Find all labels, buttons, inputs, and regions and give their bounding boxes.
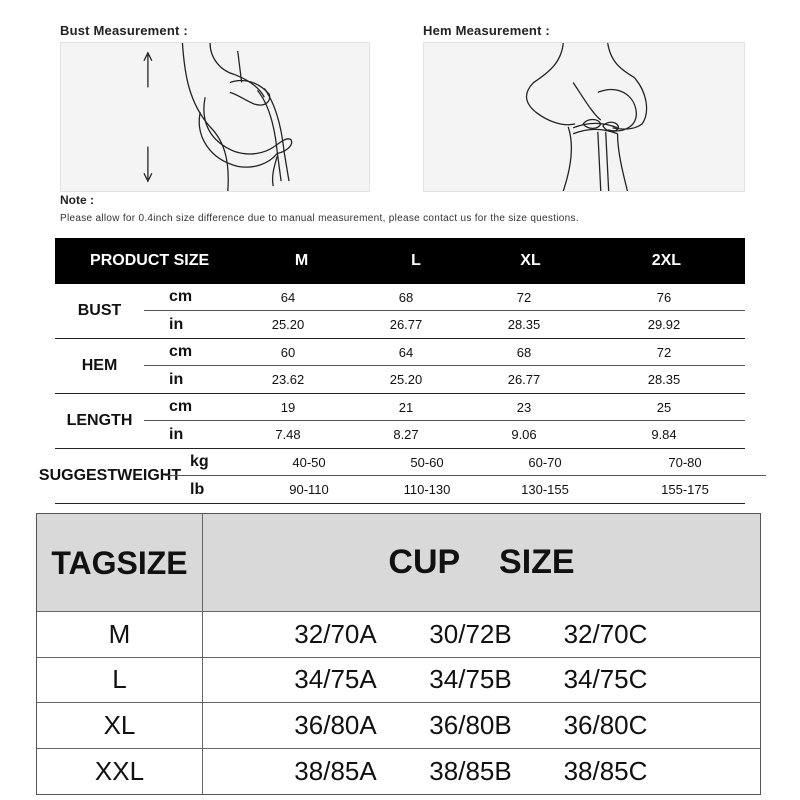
table-cell: 19 <box>280 399 296 415</box>
table-row <box>144 311 745 338</box>
table-cell: 9.84 <box>651 427 677 442</box>
table-cell: 76 <box>656 289 672 305</box>
size-header-m: M <box>294 252 309 269</box>
table-row <box>144 339 745 366</box>
hem-measurement-illustration <box>423 42 745 192</box>
product-size-header: PRODUCT SIZE <box>90 252 210 269</box>
table-row <box>165 449 766 476</box>
table-row <box>144 366 745 393</box>
table-cell: 64 <box>280 289 296 305</box>
size-header-l: L <box>411 252 421 269</box>
table-row <box>165 476 766 503</box>
tag-size-cell: M <box>37 612 203 657</box>
cup-size-cell: 36/80A <box>294 709 377 740</box>
table-cell: 72 <box>516 289 532 305</box>
tag-size-header-line1: TAG <box>51 544 117 581</box>
suggest-weight-label <box>38 449 182 503</box>
unit-label: in <box>169 315 184 333</box>
table-cell: 68 <box>398 289 414 305</box>
table-cell: 7.48 <box>275 427 301 442</box>
table-row <box>37 612 760 658</box>
unit-label: cm <box>169 398 193 415</box>
cup-size-cell: 38/85C <box>563 755 648 786</box>
table-cell: 110-130 <box>403 482 451 497</box>
hem-figure-drawing <box>424 43 744 191</box>
cup-size-cell: 32/70A <box>294 618 377 649</box>
cup-size-cell: 34/75A <box>294 664 377 695</box>
table-cell: 72 <box>656 344 672 360</box>
table-cell: 23.62 <box>271 372 305 387</box>
table-cell: 25.20 <box>271 317 305 332</box>
cup-size-cell: 38/85A <box>294 755 377 786</box>
tag-size-cell: XXL <box>37 749 203 795</box>
table-cell: 26.77 <box>507 372 541 387</box>
unit-label: kg <box>190 453 209 470</box>
tag-size-header-line2: SIZE <box>116 544 188 581</box>
table-row <box>144 421 745 448</box>
table-cell: 68 <box>516 344 532 360</box>
table-cell: 21 <box>398 399 414 415</box>
table-row <box>37 658 760 704</box>
table-row <box>144 394 745 421</box>
unit-label: lb <box>190 480 205 498</box>
size-header-xl: XL <box>520 252 541 269</box>
table-cell: 8.27 <box>393 427 419 442</box>
size-table-header <box>55 238 745 284</box>
table-cell: 23 <box>516 399 532 415</box>
table-cell: 70-80 <box>668 454 702 470</box>
table-row <box>144 284 745 311</box>
table-cell: 26.77 <box>389 317 423 332</box>
table-cell: 9.06 <box>511 427 537 442</box>
cup-size-cell: 32/70C <box>563 618 648 649</box>
cup-size-header: CUP SIZE <box>388 543 575 581</box>
tag-size-cell: XL <box>37 703 203 748</box>
hem-label: HEM <box>81 357 118 374</box>
table-cell: 29.92 <box>647 317 681 332</box>
note-title: Note : <box>60 193 94 207</box>
cup-size-cell: 34/75B <box>429 664 512 695</box>
bust-measurement-caption: Bust Measurement : <box>60 23 188 38</box>
cup-size-table <box>36 513 761 795</box>
suggest-weight-label-line2: WEIGHT <box>117 467 182 484</box>
unit-label: cm <box>169 288 193 305</box>
product-size-table <box>38 238 745 504</box>
unit-label: cm <box>169 343 193 360</box>
bust-label: BUST <box>77 302 122 319</box>
bust-figure-drawing <box>61 43 369 191</box>
table-cell: 25.20 <box>389 372 423 387</box>
table-cell: 130-155 <box>521 482 569 497</box>
cup-size-cell: 38/85B <box>429 755 512 786</box>
length-group <box>55 394 745 449</box>
size-header-2xl: 2XL <box>651 252 682 269</box>
hem-measurement-caption: Hem Measurement : <box>423 23 550 38</box>
table-cell: 60 <box>280 344 296 360</box>
table-cell: 28.35 <box>647 372 681 387</box>
table-cell: 60-70 <box>528 454 562 470</box>
suggest-weight-group <box>38 449 745 504</box>
length-label: LENGTH <box>66 412 133 429</box>
cup-table-header <box>37 514 760 612</box>
cup-size-cell: 30/72B <box>429 618 512 649</box>
suggest-weight-label-line1: SUGGEST <box>38 467 118 484</box>
table-cell: 155-175 <box>661 482 709 497</box>
table-cell: 50-60 <box>410 454 444 470</box>
table-cell: 28.35 <box>507 317 541 332</box>
tag-size-cell: L <box>37 658 203 703</box>
hem-group <box>55 339 745 394</box>
cup-size-cell: 36/80B <box>429 709 512 740</box>
unit-label: in <box>169 425 184 443</box>
table-row <box>37 703 760 749</box>
table-cell: 25 <box>656 399 672 415</box>
table-cell: 64 <box>398 344 414 360</box>
cup-size-cell: 36/80C <box>563 709 648 740</box>
table-cell: 40-50 <box>292 454 326 470</box>
table-row <box>37 749 760 795</box>
note-text: Please allow for 0.4inch size difference due to manual measurement, please contact us for the size questions. <box>60 213 579 224</box>
bust-measurement-illustration <box>60 42 370 192</box>
table-cell: 90-110 <box>289 482 329 497</box>
bust-group <box>55 284 745 339</box>
cup-size-cell: 34/75C <box>563 664 648 695</box>
tag-size-header <box>37 514 203 611</box>
unit-label: in <box>169 370 184 388</box>
